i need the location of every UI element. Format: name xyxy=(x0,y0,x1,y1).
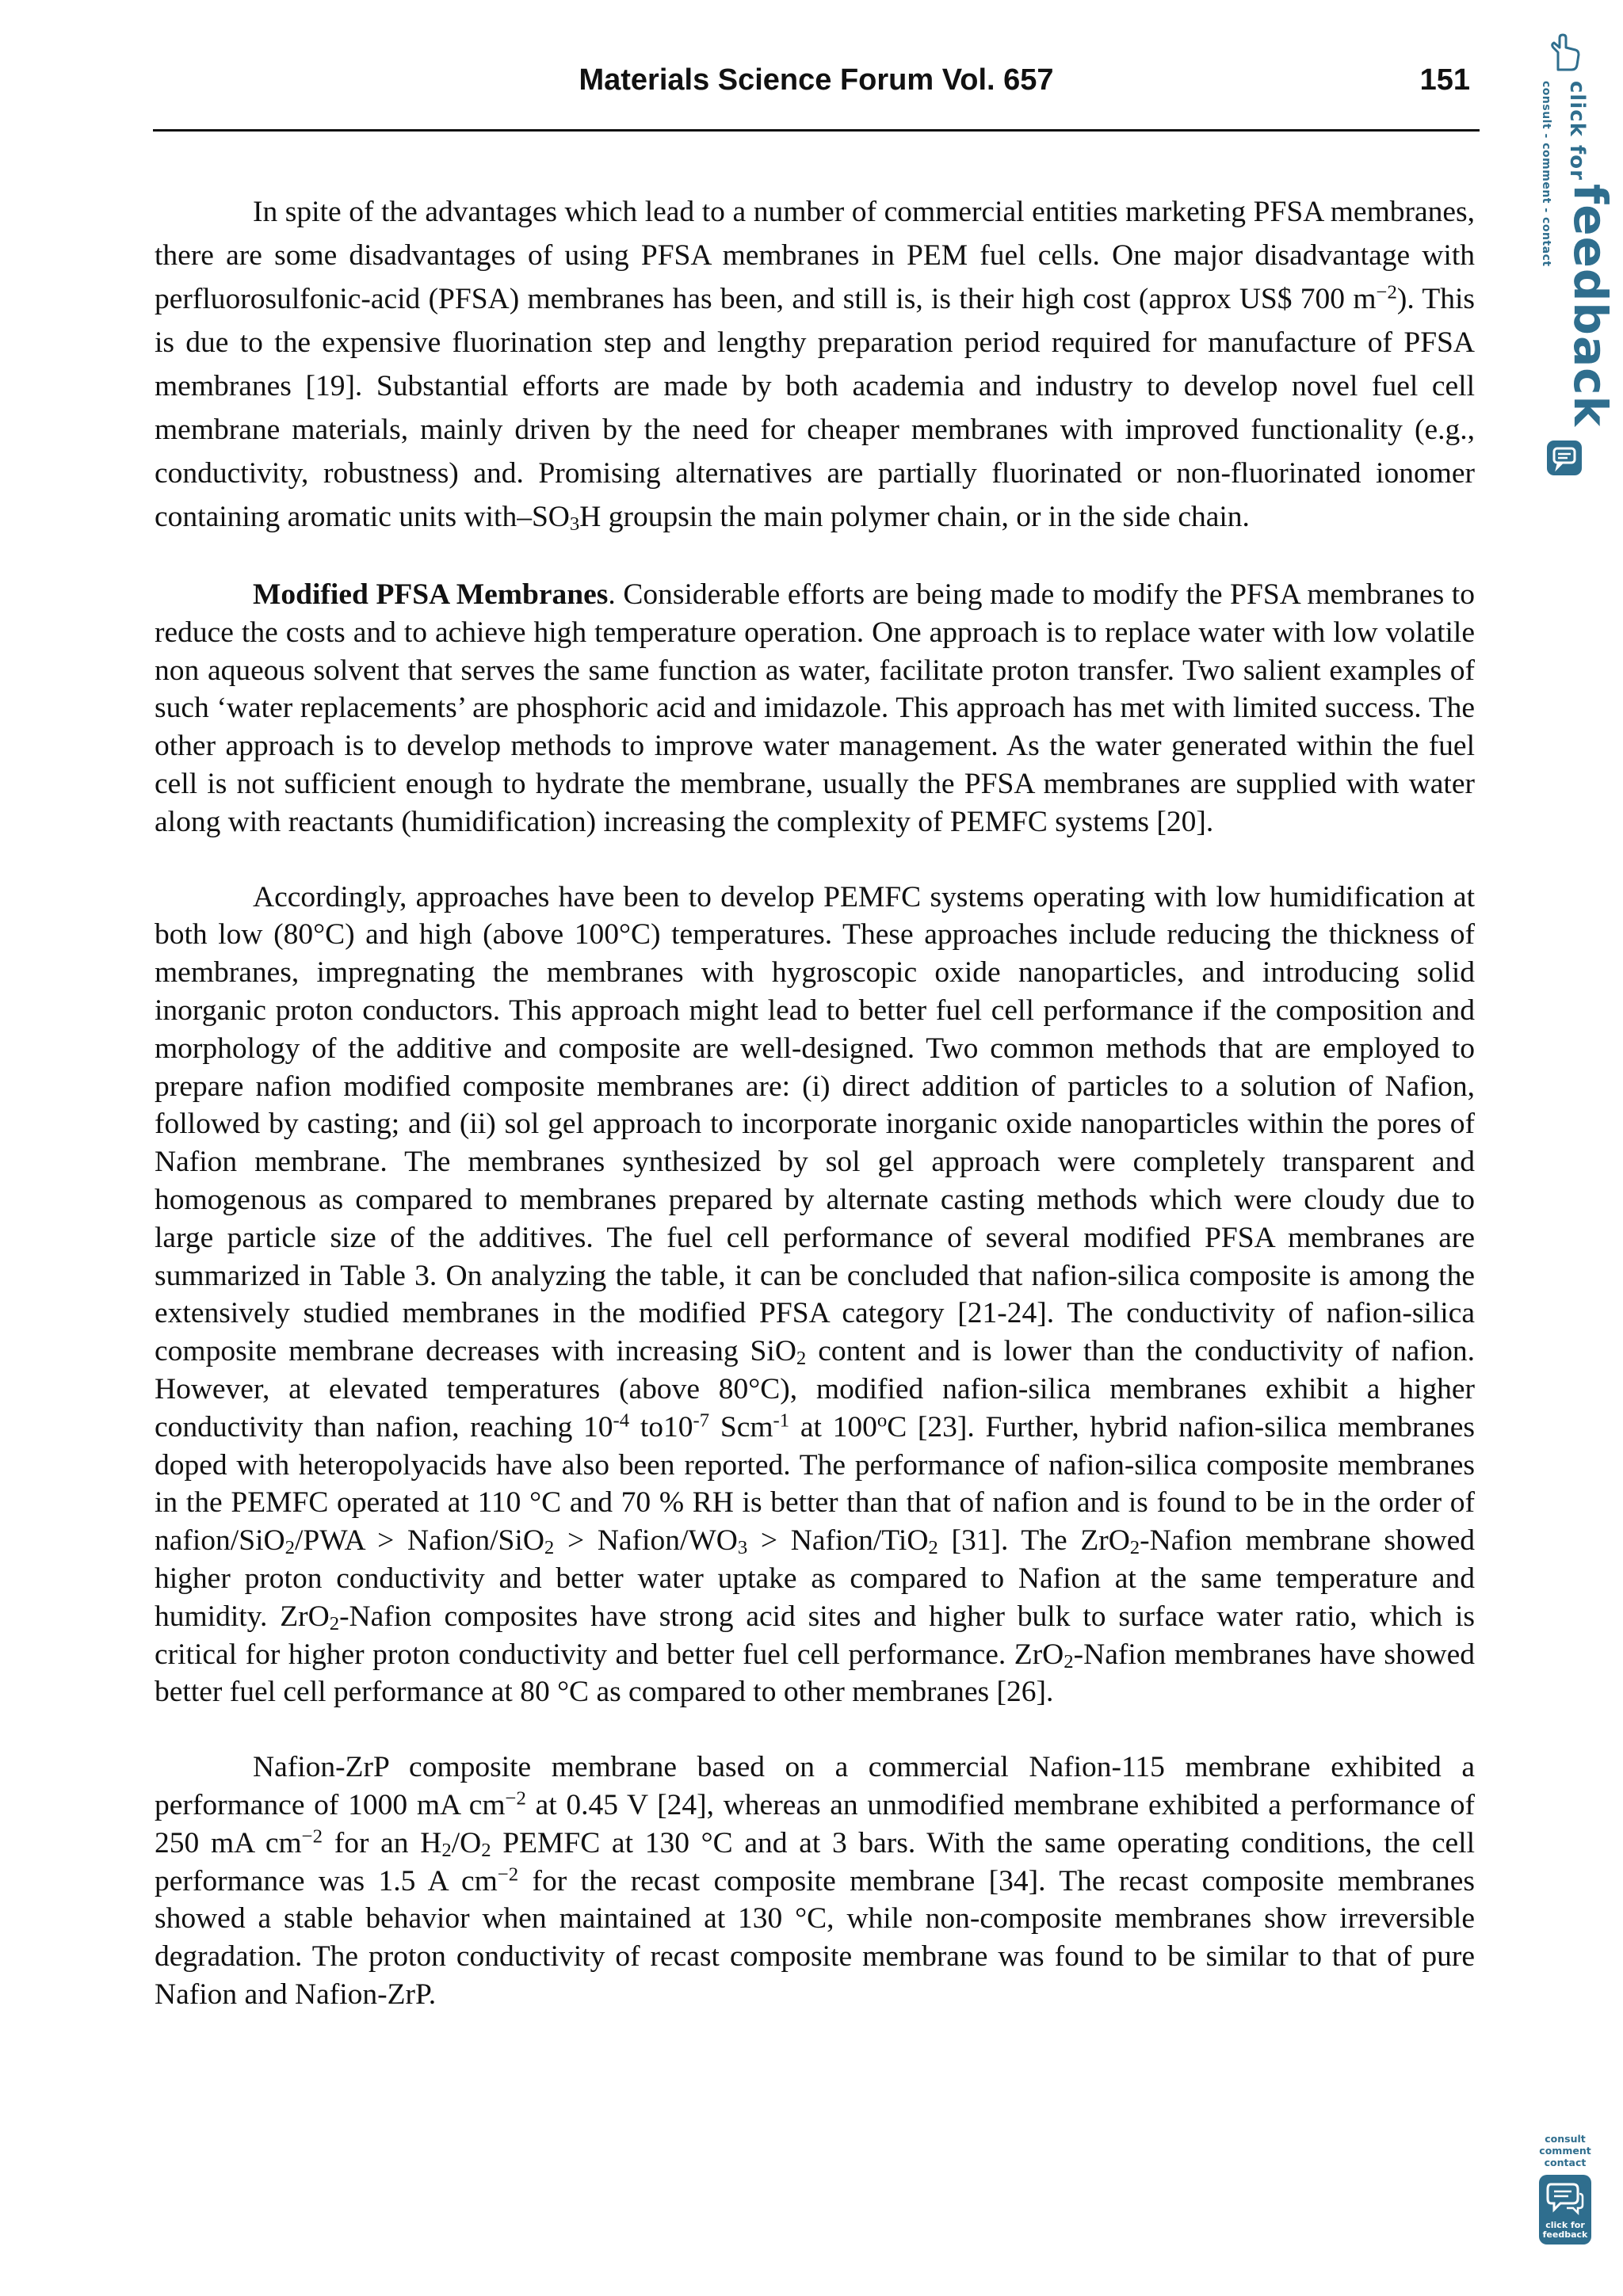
speech-bubbles-icon xyxy=(1546,2181,1584,2216)
paragraph-low-humidification: Accordingly, approaches have been to develop PEMFC systems operating with low humidification at both low (80°C) and high (above 100°C) temperatures. These approaches include reducing the thickness of membranes, impregnating the membranes with hygroscopic oxide nanoparticles, and introducing solid inorganic proton conductors. This approach might lead to better fuel cell performance if the composition and morphology of the additive and composite are well-designed. Two common methods that are employed to prepare nafion modified composite membranes are: (i) direct addition of particles to a solution of Nafion, followed by casting; and (ii) sol gel approach to incorporate inorganic oxide nanoparticles within the pores of Nafion membrane. The membranes synthesized by sol gel approach were completely transparent and homogenous as compared to membranes prepared by alternate casting methods which were cloudy due to large particle size of the additives. The fuel cell performance of several modified PFSA membranes are summarized in Table 3. On analyzing the table, it can be concluded that nafion-silica composite is among the extensively studied membranes in the modified PFSA category [21-24]. The conductivity of nafion-silica composite membrane decreases with increasing SiO$_2$ content and is lower than the conductivity of nafion. However, at elevated temperatures (above 80°C), modified nafion-silica membranes exhibit a higher conductivity than nafion, reaching $10^{-4}$ $to10^{-7}$ Scm$^{-1}$ at 100$^o$C [23]. Further, hybrid nafion-silica membranes doped with heteropolyacids have also been reported. The performance of nafion-silica composite membranes in the PEMFC operated at 110 °C and 70 % RH is better than that of nafion and is found to be in the order of nafion/SiO$_2$/PWA > Nafion/SiO$_2$ > Nafion/$WO_3$ > Nafion/TiO$_2$ [31]. The ZrO$_2$-Nafion membrane showed higher proton conductivity and better water uptake as compared to Nafion at the same temperature and humidity. ZrO$_2$-Nafion composites have strong acid sites and higher bulk to surface water ratio, which is critical for higher proton conductivity and better fuel cell performance. ZrO$_2$-Nafion membranes have showed better fuel cell performance at 80 °C as compared to other membranes [26]. xyxy=(155,880,1476,1709)
feedback-button[interactable] xyxy=(1529,2133,1601,2252)
feedback-click-for[interactable]: click for xyxy=(1565,81,1589,181)
section-title: Modified PFSA Membranes xyxy=(253,578,609,611)
feedback-tab[interactable] xyxy=(1536,33,1617,485)
feedback-chat-button[interactable] xyxy=(1539,2175,1591,2245)
feedback-btn-feedback: feedback xyxy=(1542,2229,1588,2240)
feedback-comment: comment xyxy=(1539,2145,1591,2157)
cursor-hand-icon xyxy=(1547,33,1582,73)
feedback-btn-click-for: click for xyxy=(1545,2220,1585,2230)
feedback-subline: consult - comment - contact xyxy=(1540,81,1552,267)
feedback-word[interactable]: feedback xyxy=(1564,184,1617,428)
chat-bubble-icon[interactable] xyxy=(1545,439,1583,477)
article-body xyxy=(155,190,1475,2051)
header-rule xyxy=(153,129,1480,132)
paragraph-pfsa-disadvantages: In spite of the advantages which lead to a number of commercial entities marketing PFSA membranes, there are some disadvantages of using PFSA membranes in PEM fuel cells. One major disadvantage with perfluorosulfonic-acid (PFSA) membranes has been, and still is, is their high cost (approx US$ 700 $m^{-2}$). This is due to the expensive fluorination step and lengthy preparation period required for manufacture of PFSA membranes [19]. Substantial efforts are made by both academia and industry to develop novel fuel cell membrane materials, mainly driven by the need for cheaper membranes with improved functionality (e.g., conductivity, robustness) and. Promising alternatives are partially fluorinated or non-fluorinated ionomer containing aromatic units with–$SO_3H$ groupsin the main polymer chain, or in the side chain. xyxy=(155,196,1475,535)
page-number: 151 xyxy=(1419,63,1470,97)
paragraph-nafion-zrp: Nafion-ZrP composite membrane based on a commercial Nafion-115 membrane exhibited a performance of 1000 mA $cm^{-2}$ at 0.45 V [24], whereas an unmodified membrane exhibited a performance of 250 mA $cm^{-2}$ for an $H_2/O_2$ PEMFC at 130 °C and at 3 bars. With the same operating conditions, the cell performance was 1.5 A $cm^{-2}$ for the recast composite membrane [34]. The recast composite membranes showed a stable behavior when maintained at 130 °C, while non-composite membranes show irreversible degradation. The proton conductivity of recast composite membrane was found to be similar to that of pure Nafion and Nafion-ZrP. xyxy=(155,1751,1476,2011)
journal-title: Materials Science Forum Vol. 657 xyxy=(579,63,1054,97)
feedback-contact: contact xyxy=(1544,2157,1587,2168)
running-header xyxy=(153,57,1480,132)
feedback-consult: consult xyxy=(1545,2133,1586,2145)
paragraph-modified-pfsa: Modified PFSA Membranes. Considerable efforts are being made to modify the PFSA membranes to reduce the costs and to achieve high temperature operation. One approach is to replace water with low volatile non aqueous solvent that serves the same function as water, facilitate proton transfer. Two salient examples of such ‘water replacements’ are phosphoric acid and imidazole. This approach has met with limited success. The other approach is to develop methods to improve water management. As the water generated within the fuel cell is not sufficient enough to hydrate the membrane, usually the PFSA membranes are supplied with water along with reactants (humidification) increasing the complexity of PEMFC systems [20]. xyxy=(155,578,1475,838)
